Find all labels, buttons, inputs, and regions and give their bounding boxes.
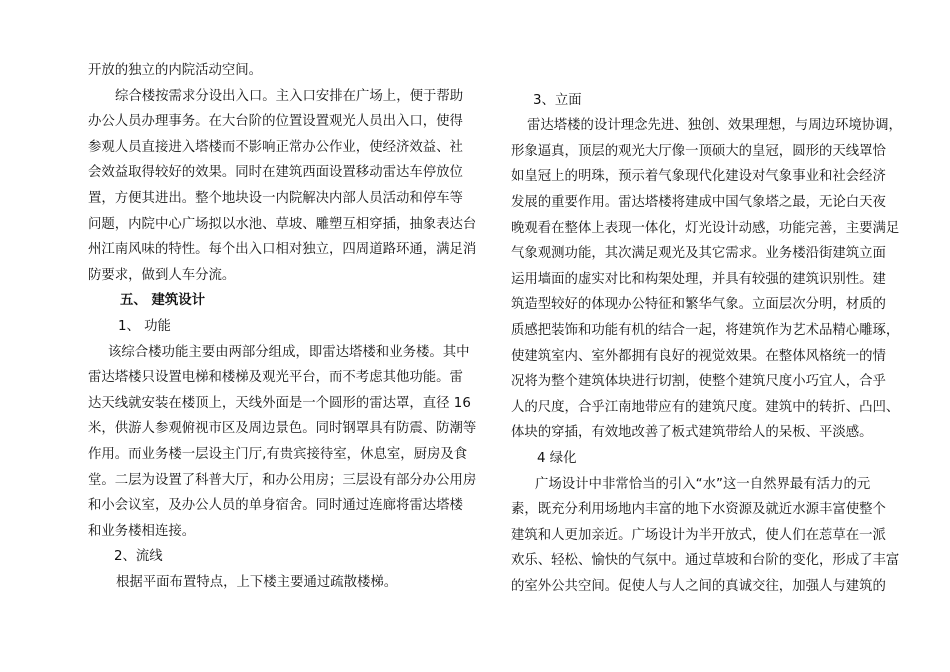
- text-line: 使建筑室内、室外都拥有良好的视觉效果。在整体风格统一的情: [511, 348, 886, 364]
- text-line: 置，方便其进出。整个地块设一内院解决内部人员活动和停车等: [88, 190, 463, 206]
- text-line: 气象观测功能，其次满足观光及其它需求。业务楼沿街建筑立面: [511, 246, 886, 262]
- text-line: 况将为整个建筑体块进行切割，使整个建筑尺度小巧宜人，合乎: [511, 374, 886, 390]
- text-line: 素，既充分利用场地内丰富的地下水资源及就近水源丰富使整个: [511, 502, 886, 518]
- subsection-heading: 2、流线: [114, 549, 163, 565]
- subsection-heading: 4 绿化: [537, 450, 577, 466]
- text-line: 广场设计中非常恰当的引入“水”这一自然界最有活力的元: [535, 476, 871, 492]
- subsection-heading: 3、立面: [533, 92, 582, 108]
- text-line: 米，供游人参观俯视市区及周边景色。同时钢罩具有防震、防潮等: [88, 421, 477, 437]
- text-line: [511, 62, 879, 88]
- text-line: 晚观看在整体上表现一体化，灯光设计动感，功能完善，主要满足: [511, 220, 900, 236]
- left-text-column: [88, 58, 477, 595]
- text-line: 办公人员办理事务。在大台阶的位置设置观光人员出入口，使得: [88, 114, 463, 130]
- text-line: 质感把装饰和功能有机的结合一起，将建筑作为艺术品精心雕琢，: [511, 322, 900, 338]
- text-line: 该综合楼功能主要由两部分组成，即雷达塔楼和业务楼。其中: [108, 344, 470, 360]
- text-line: 建筑和人更加亲近。广场设计为半开放式，使人们在莣草在一派: [511, 527, 886, 543]
- text-line: 和业务楼相连接。: [88, 523, 196, 539]
- text-line: 作用。而业务楼一层设主门厅,有贵宾接待室，休息室，厨房及食: [88, 446, 468, 462]
- text-line: 雷达塔楼的设计理念先进、独创、效果理想，与周边环境协调，: [527, 118, 902, 134]
- text-line: 筑造型较好的体现办公特征和繁华气象。立面层次分明，材质的: [511, 297, 886, 313]
- text-line: 根据平面布置特点，上下楼主要通过疏散楼梯。: [116, 574, 398, 590]
- text-line: 如皇冠上的明珠，预示着气象现代化建设对气象事业和社会经济: [511, 169, 886, 185]
- section-heading: 五、 建筑设计: [120, 293, 206, 309]
- text-line: 防要求，做到人车分流。: [88, 267, 236, 283]
- text-line: 体块的穿插，有效地改善了板式建筑带给人的呆板、平淡感。: [511, 425, 873, 441]
- text-line: 综合楼按需求分设出入口。主入口安排在广场上，便于帮助: [115, 88, 464, 104]
- text-line: 开放的独立的内院活动空间。: [88, 63, 263, 78]
- right-text-column: [511, 62, 902, 599]
- text-line: 州江南风味的特性。每个出入口相对独立，四周道路环通，满足消: [88, 242, 477, 258]
- text-line: 参观人员直接进入塔楼而不影响正常办公作业，使经济效益、社: [88, 139, 463, 155]
- text-line: 和小会议室，及办公人员的单身宿舍。同时通过连廊将雷达塔楼: [88, 498, 463, 514]
- text-line: 问题，内院中心广场拟以水池、草坡、雕塑互相穿插，抽象表达台: [88, 216, 477, 232]
- subsection-heading: 1、 功能: [118, 318, 171, 334]
- text-line: 运用墙面的虚实对比和构架处理，并具有较强的建筑识别性。建: [511, 271, 886, 287]
- text-line: 发展的重要作用。雷达塔楼将建成中国气象塔之最，无论白天夜: [511, 194, 886, 210]
- text-line: 人的尺度，合乎江南地带应有的建筑尺度。建筑中的转折、凸凹、: [511, 399, 900, 415]
- text-line: 的室外公共空间。促使人与人之间的真诚交往，加强人与建筑的: [511, 578, 886, 594]
- text-line: 形象逼真，顶层的观光大厅像一顶硕大的皇冠，圆形的天线罩恰: [511, 143, 886, 159]
- text-line: 会效益取得较好的效果。同时在建筑西面设置移动雷达车停放位: [88, 165, 463, 181]
- text-line: 堂。二层为设置了科普大厅，和办公用房；三层设有部分办公用房: [88, 472, 477, 488]
- text-line: 雷达塔楼只设置电梯和楼梯及观光平台，而不考虑其他功能。雷: [88, 370, 463, 386]
- text-line: 欢乐、轻松、愉快的气氛中。通过草坡和台阶的变化，形成了丰富: [511, 553, 900, 569]
- text-line: 达天线就安装在楼顶上，天线外面是一个圆形的雷达罩，直径 16: [88, 395, 471, 411]
